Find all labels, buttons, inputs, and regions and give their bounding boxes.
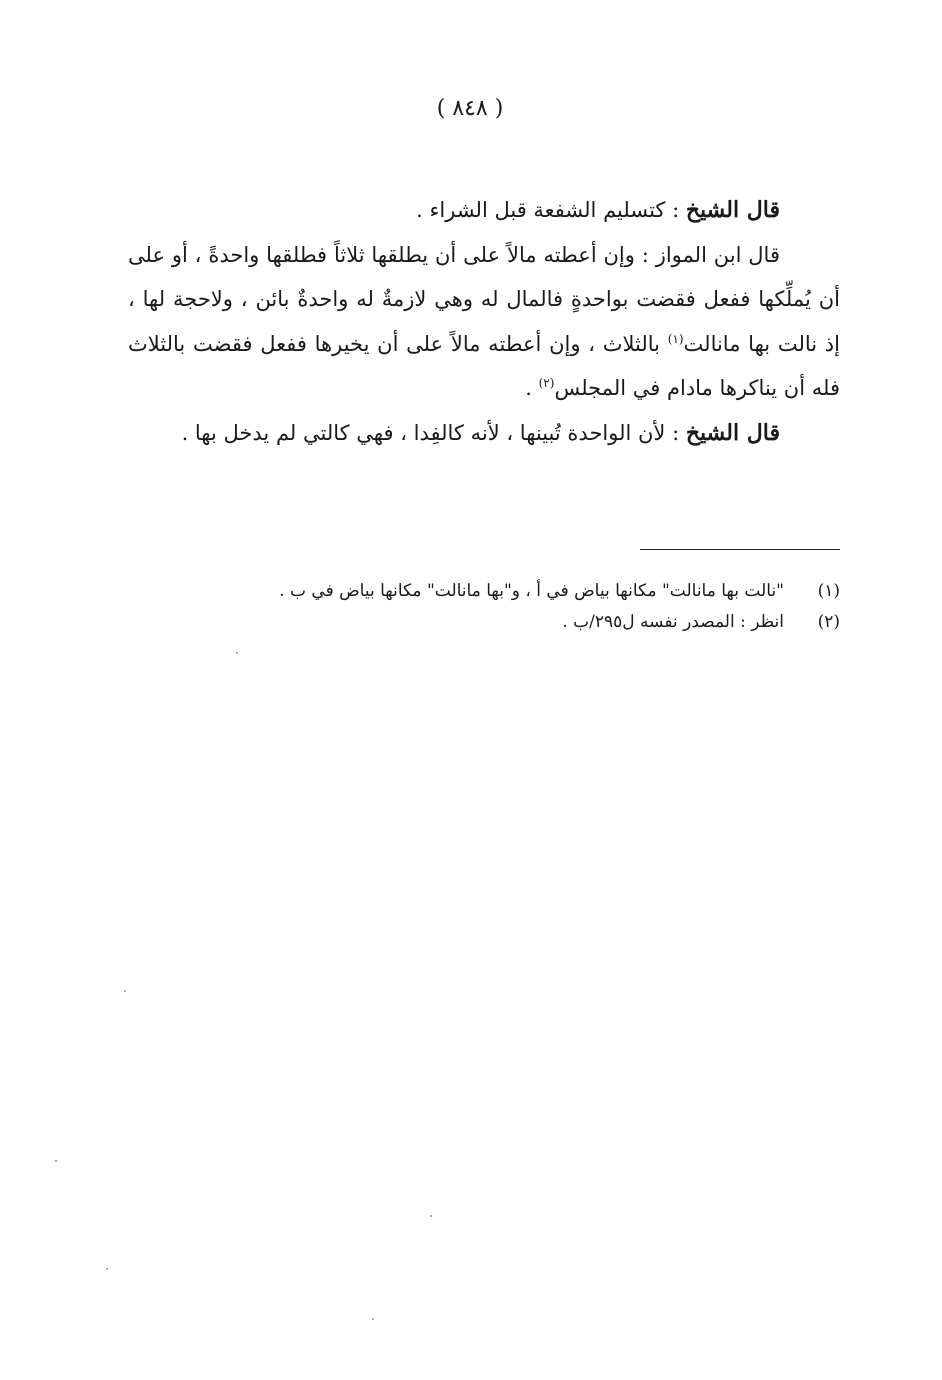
- speaker-label: قال الشيخ: [685, 419, 780, 446]
- scan-speck: [55, 1160, 57, 1162]
- speaker-label: قال الشيخ: [685, 197, 780, 223]
- footnotes: [200, 576, 840, 638]
- scan-speck: [236, 652, 238, 654]
- paragraph-text: بالثلاث ، وإن أعطته مالاً على أن يخيرها ففعل فقضت بالثلاث فله أن يناكرها مادام في المجلس: [128, 331, 840, 400]
- footnote-item: [200, 607, 840, 638]
- paragraph-text: .: [525, 376, 539, 400]
- paragraph-text: قال ابن المواز : وإن أعطته مالاً على أن يطلقها ثلاثاً فطلقها واحدةً ، أو على أن يُملِّكها ففعل فقضت بواحدةٍ فالمال له وهي لازمةٌ له واحدةٌ بائن ، ولاحجة لها ، إذ نالت بها مانالت: [128, 242, 840, 356]
- footnote-number: (٢): [817, 612, 840, 632]
- scan-speck: [106, 1268, 108, 1270]
- scan-speck: [124, 990, 126, 992]
- scan-speck: [372, 1318, 374, 1320]
- footnote-ref: (٢): [538, 376, 555, 390]
- footnote-item: [200, 576, 840, 607]
- scan-speck: [430, 1215, 432, 1217]
- footnote-separator: [640, 549, 840, 550]
- footnote-text: "نالت بها مانالت" مكانها بياض في أ ، و"بها مانالت" مكانها بياض في ب .: [279, 581, 784, 601]
- paragraph-text: : لأن الواحدة تُبينها ، لأنه كالفِدا ، فهي كالتي لم يدخل بها .: [181, 420, 686, 445]
- footnote-number: (١): [817, 581, 840, 601]
- main-text: [128, 188, 840, 455]
- paragraph-3: [128, 411, 840, 456]
- footnote-ref: (١): [667, 331, 684, 346]
- page-number: ( ٨٤٨ ): [436, 96, 504, 121]
- paragraph-2: [128, 233, 840, 411]
- footnote-text: انظر : المصدر نفسه ل٢٩٥/ب .: [562, 612, 784, 632]
- paragraph-1: [128, 188, 840, 233]
- paragraph-text: : كتسليم الشفعة قبل الشراء .: [416, 198, 686, 222]
